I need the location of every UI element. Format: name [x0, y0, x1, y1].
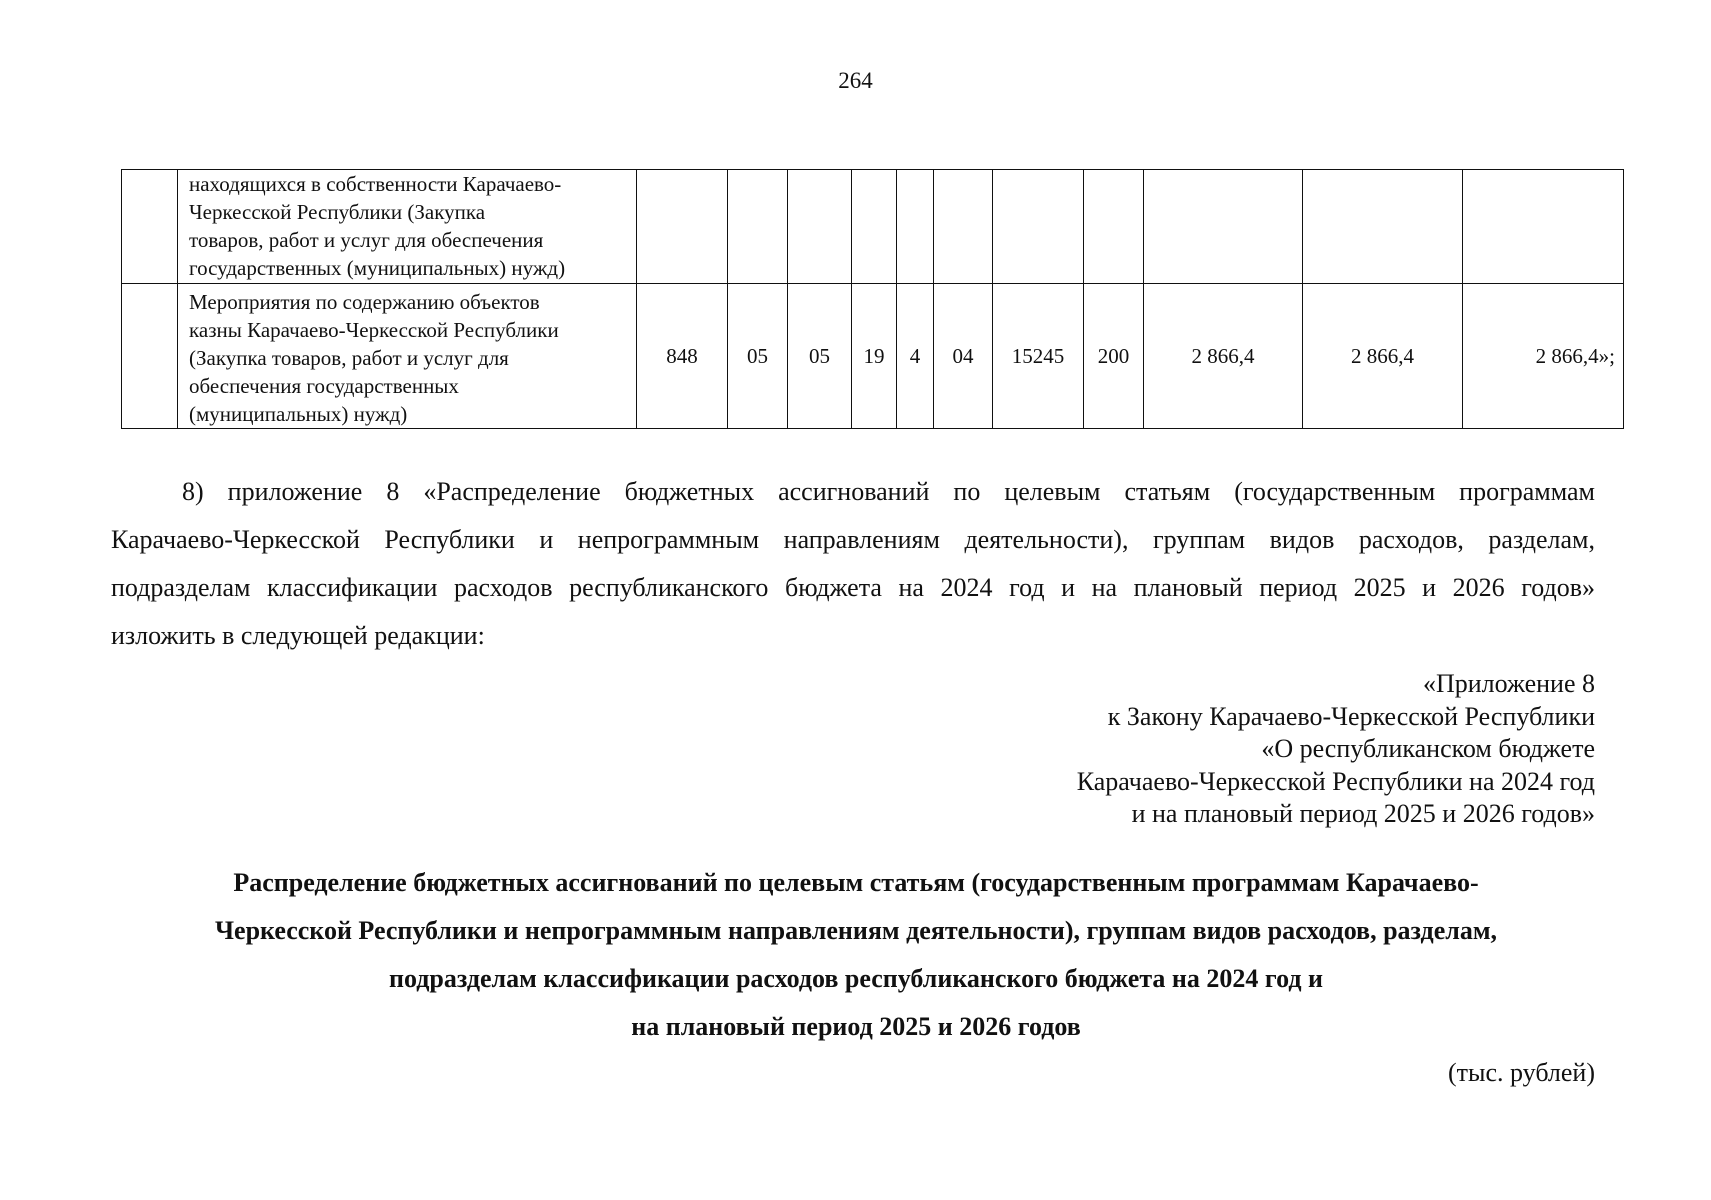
units-label: (тыс. рублей)	[1447, 1058, 1595, 1087]
paragraph-line: 8) приложение 8 «Распределение бюджетных ассигнований по целевым статьям (государственным программам	[182, 477, 1595, 506]
description-line: (муниципальных) нужд)	[189, 402, 408, 426]
title-line: Распределение бюджетных ассигнований по целевым статьям (государственным программам Карачаево-	[233, 868, 1479, 897]
table-cell-amount-2025: 2 866,4	[1303, 284, 1463, 429]
appendix-line: «Приложение 8	[1422, 669, 1595, 698]
table-cell-subprogram	[897, 170, 934, 284]
title-line: Черкесской Республики и непрограммным направлениям деятельности), группам видов расходов, разделам,	[214, 916, 1498, 945]
table-cell-amount-2025	[1303, 170, 1463, 284]
appendix-header	[1077, 668, 1595, 831]
table-cell-direction: 15245	[993, 284, 1084, 429]
table-cell-direction	[993, 170, 1084, 284]
title-line: на плановый период 2025 и 2026 годов	[631, 1012, 1081, 1041]
paragraph-line: подразделам классификации расходов республиканского бюджета на 2024 год и на плановый период 2025 и 2026 годов»	[111, 573, 1595, 602]
description-line: (Закупка товаров, работ и услуг для	[189, 346, 509, 370]
table-cell-section	[728, 170, 788, 284]
table-cell-description	[178, 170, 637, 284]
description-line: казны Карачаево-Черкесской Республики	[189, 318, 559, 342]
paragraph-line: изложить в следующей редакции:	[111, 621, 485, 650]
description-line: Черкесской Республики (Закупка	[189, 200, 486, 224]
table-cell-ministry	[637, 170, 728, 284]
description-line: обеспечения государственных	[189, 374, 459, 398]
table-cell-amount-2026: 2 866,4»;	[1463, 284, 1624, 429]
table-row	[122, 284, 1624, 429]
table-cell-subsection	[788, 170, 852, 284]
appendix-line: Карачаево-Черкесской Республики на 2024 год	[1076, 766, 1595, 796]
description-line: товаров, работ и услуг для обеспечения	[189, 228, 544, 252]
appendix-line: к Закону Карачаево-Черкесской Республики	[1107, 701, 1595, 731]
table-cell-section: 05	[728, 284, 788, 429]
table-cell-subsection: 05	[788, 284, 852, 429]
description-line: находящихся в собственности Карачаево-	[189, 172, 562, 196]
table-row	[122, 170, 1624, 284]
table-cell-number	[122, 284, 178, 429]
table-cell-amount-2024	[1144, 170, 1303, 284]
description-line: государственных (муниципальных) нужд)	[189, 256, 566, 280]
description-line: Мероприятия по содержанию объектов	[189, 290, 540, 314]
appendix-line: и на плановый период 2025 и 2026 годов»	[1131, 799, 1595, 828]
title-line: подразделам классификации расходов республиканского бюджета на 2024 год и	[389, 964, 1323, 993]
table-cell-expense-type	[1084, 170, 1144, 284]
paragraph-line: Карачаево-Черкесской Республики и непрограммным направлениям деятельности), группам видов расходов, разделам,	[111, 525, 1595, 554]
table-cell-amount-2024: 2 866,4	[1144, 284, 1303, 429]
table-cell-ministry: 848	[637, 284, 728, 429]
table-cell-event: 04	[934, 284, 993, 429]
table-cell-program	[852, 170, 897, 284]
document-title	[131, 859, 1581, 1051]
table-cell-expense-type: 200	[1084, 284, 1144, 429]
budget-table	[121, 169, 1624, 429]
table-cell-event	[934, 170, 993, 284]
table-cell-program: 19	[852, 284, 897, 429]
table-cell-subprogram: 4	[897, 284, 934, 429]
table-cell-number	[122, 170, 178, 284]
table-cell-description	[178, 284, 637, 429]
page-number: 264	[838, 68, 873, 93]
table-cell-amount-2026	[1463, 170, 1624, 284]
appendix-line: «О республиканском бюджете	[1261, 734, 1595, 763]
amendment-paragraph	[111, 468, 1595, 660]
